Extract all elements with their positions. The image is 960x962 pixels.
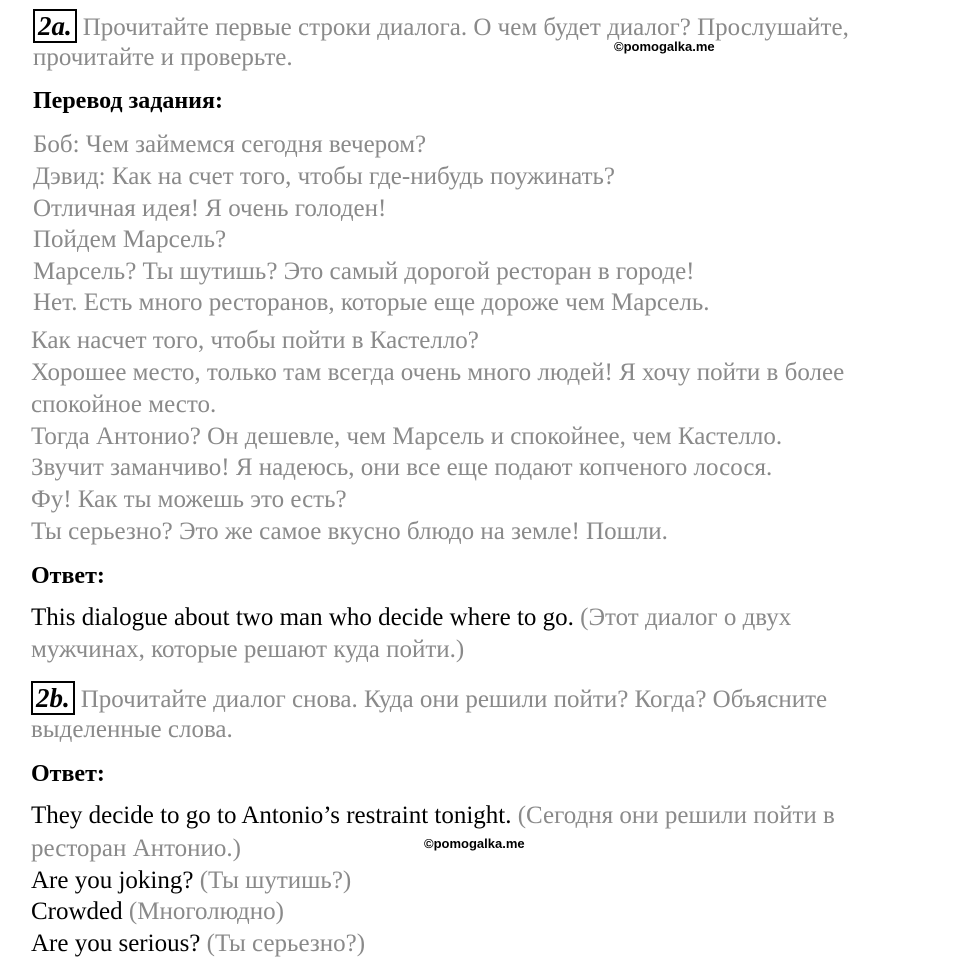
- task-b-text-2: выделенные слова.: [31, 716, 233, 743]
- answer-b-item-russian: (Ты шутишь?): [199, 867, 352, 894]
- watermark-top: ©pomogalka.me: [614, 39, 715, 54]
- answer-b-item-english: Are you serious?: [31, 930, 201, 957]
- answer-b-line-1: [31, 800, 835, 832]
- answer-a-line-1: [31, 602, 791, 634]
- task-b-number: 2b.: [31, 681, 75, 715]
- answer-a-english: This dialogue about two man who decide where to go.: [31, 604, 574, 631]
- task-a-line-1: [33, 9, 849, 44]
- dialogue-line: Как насчет того, чтобы пойти в Кастелло?: [31, 327, 479, 354]
- task-a-number: 2a.: [33, 9, 77, 43]
- answer-b-item-english: Crowded: [31, 898, 123, 925]
- dialogue-line: Пойдем Марсель?: [33, 226, 227, 253]
- answer-b-item-russian: (Ты серьезно?): [206, 930, 366, 957]
- dialogue-line: Звучит заманчиво! Я надеюсь, они все еще подают копченого лосося.: [31, 454, 773, 481]
- task-b-text-1: Прочитайте диалог снова. Куда они решили пойти? Когда? Объясните: [80, 686, 828, 713]
- answer-b-russian-1: (Сегодня они решили пойти в: [517, 802, 835, 829]
- task-b-line-1: [31, 681, 827, 716]
- translation-heading: Перевод задания:: [33, 88, 223, 114]
- dialogue-line: Отличная идея! Я очень голоден!: [33, 195, 387, 222]
- dialogue-line: Тогда Антонио? Он дешевле, чем Марсель и спокойнее, чем Кастелло.: [31, 423, 783, 450]
- answer-b-english: They decide to go to Antonio’s restraint tonight.: [31, 802, 512, 829]
- dialogue-line: Марсель? Ты шутишь? Это самый дорогой ресторан в городе!: [33, 258, 695, 285]
- dialogue-line: Дэвид: Как на счет того, чтобы где-нибудь поужинать?: [33, 163, 616, 190]
- answer-b-item-russian: (Многолюдно): [128, 898, 284, 925]
- dialogue-line: спокойное место.: [31, 391, 217, 418]
- task-a-text-1: Прочитайте первые строки диалога. О чем будет диалог? Прослушайте,: [82, 14, 849, 41]
- answer-b-item-english: Are you joking?: [31, 867, 194, 894]
- answer-b-russian-2: ресторан Антонио.): [31, 835, 241, 862]
- task-a-text-2: прочитайте и проверьте.: [33, 44, 293, 71]
- dialogue-line: Фу! Как ты можешь это есть?: [31, 486, 347, 513]
- answer-a-russian-2: мужчинах, которые решают куда пойти.): [31, 636, 465, 663]
- dialogue-line: Хорошее место, только там всегда очень много людей! Я хочу пойти в более: [31, 359, 845, 386]
- dialogue-line: Ты серьезно? Это же самое вкусно блюдо на земле! Пошли.: [31, 518, 668, 545]
- dialogue-line: Нет. Есть много ресторанов, которые еще дороже чем Марсель.: [33, 289, 710, 316]
- answer-heading-a: Ответ:: [31, 563, 105, 589]
- answer-b-item: [31, 928, 365, 960]
- watermark-bottom: ©pomogalka.me: [424, 836, 525, 851]
- answer-heading-b: Ответ:: [31, 761, 105, 787]
- dialogue-line: Боб: Чем займемся сегодня вечером?: [33, 131, 427, 158]
- answer-a-russian-1: (Этот диалог о двух: [580, 604, 792, 631]
- answer-b-item: [31, 896, 284, 928]
- answer-b-item: [31, 865, 351, 897]
